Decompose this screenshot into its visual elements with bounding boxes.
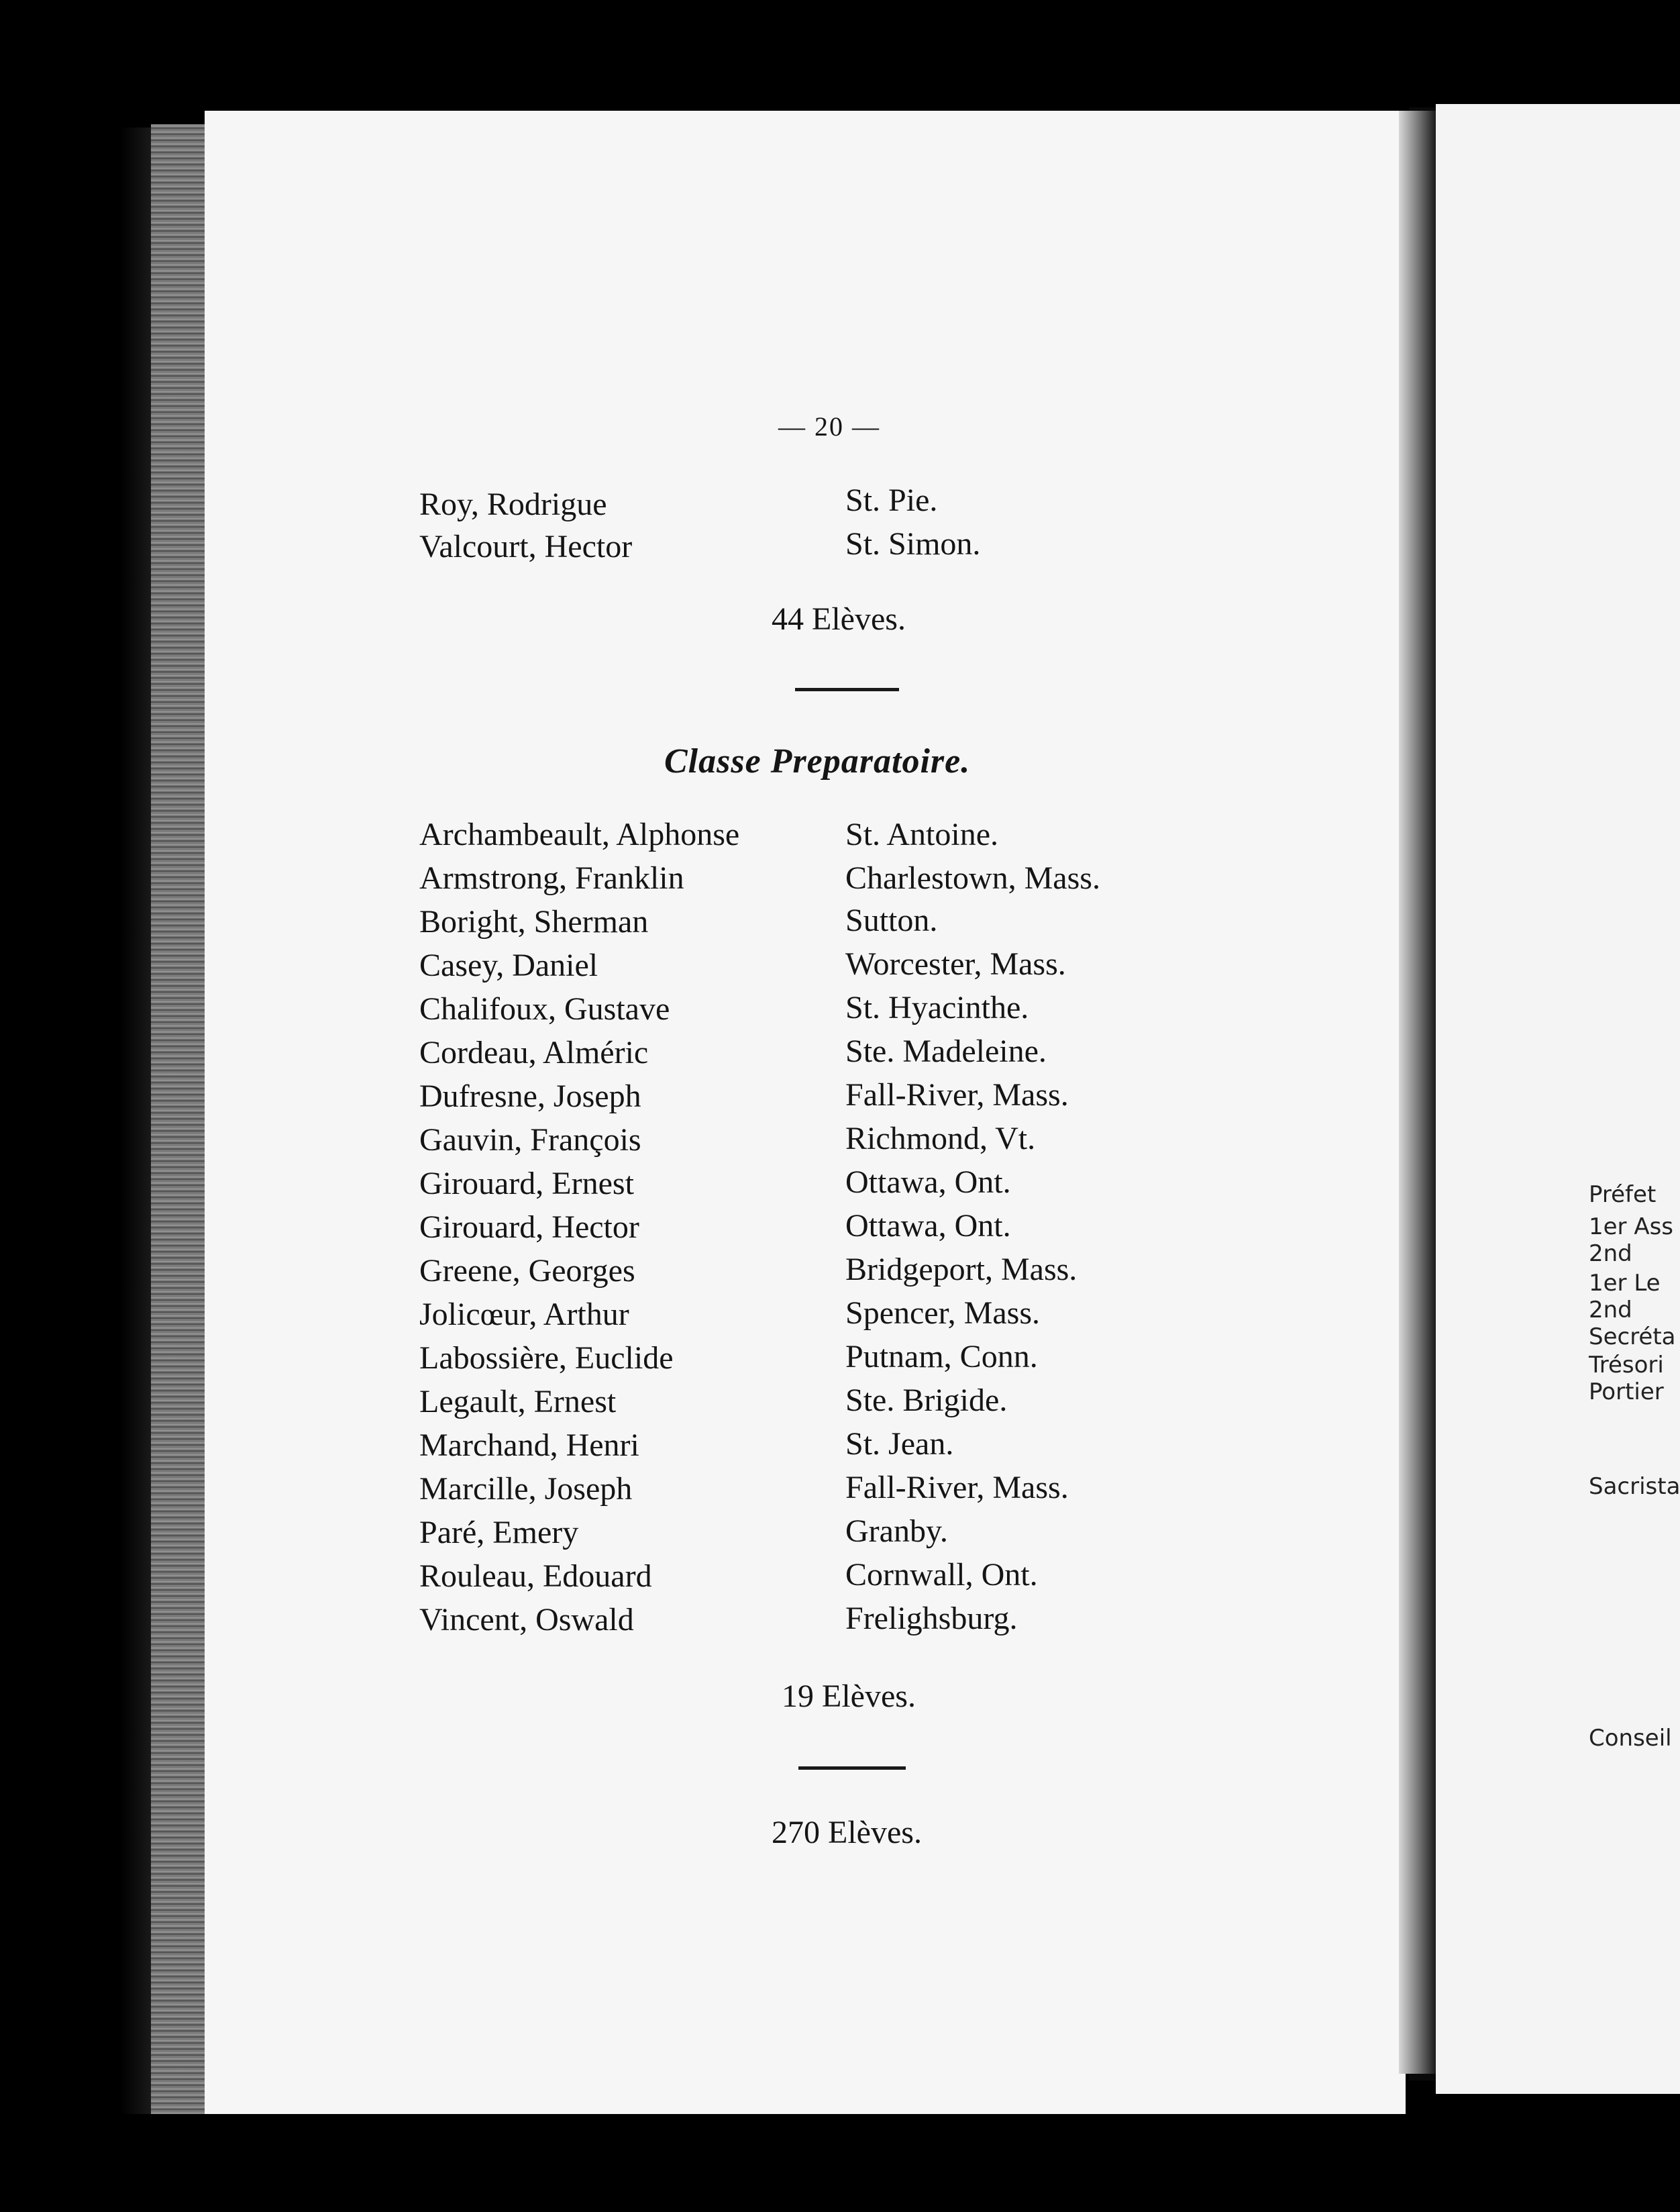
entry-name: Dufresne, Joseph	[419, 1078, 641, 1114]
right-page-text: Portier	[1589, 1378, 1664, 1405]
entry-name: Archambeault, Alphonse	[419, 817, 740, 852]
entry-place: St. Simon.	[845, 526, 981, 562]
entry-place: Fall-River, Mass.	[845, 1077, 1069, 1113]
right-page-text: 1er Le	[1589, 1270, 1661, 1297]
book-binding	[151, 124, 208, 2114]
entry-place: St. Jean.	[845, 1426, 954, 1462]
entry-place: St. Antoine.	[845, 817, 999, 852]
entry-place: Sutton.	[845, 903, 938, 938]
section-count: 19 Elèves.	[782, 1678, 916, 1714]
binding-shadow	[121, 128, 154, 2114]
page-number: — 20 —	[778, 411, 880, 442]
entry-place: Putnam, Conn.	[845, 1339, 1038, 1374]
entry-name: Gauvin, François	[419, 1122, 641, 1158]
right-page	[1436, 104, 1680, 2094]
right-page-text: Sacrista	[1589, 1473, 1680, 1500]
entry-name: Legault, Ernest	[419, 1384, 617, 1419]
entry-name: Labossière, Euclide	[419, 1340, 674, 1376]
entry-name: Roy, Rodrigue	[419, 487, 607, 522]
entry-name: Vincent, Oswald	[419, 1602, 634, 1638]
right-page-text: Trésori	[1589, 1352, 1664, 1378]
entry-place: Ste. Madeleine.	[845, 1034, 1047, 1069]
entry-place: Frelighsburg.	[845, 1601, 1018, 1636]
entry-name: Cordeau, Alméric	[419, 1035, 649, 1070]
entry-place: St. Pie.	[845, 483, 938, 518]
right-page-text: 1er Ass	[1589, 1213, 1674, 1240]
divider-rule	[795, 688, 899, 691]
divider-rule	[798, 1766, 906, 1770]
entry-place: Richmond, Vt.	[845, 1121, 1036, 1156]
entry-place: Worcester, Mass.	[845, 946, 1066, 982]
entry-name: Girouard, Ernest	[419, 1166, 634, 1201]
left-page-edge	[1399, 111, 1436, 2074]
top-count: 44 Elèves.	[772, 601, 906, 637]
entry-place: Granby.	[845, 1513, 948, 1549]
right-page-text: Secréta	[1589, 1323, 1676, 1350]
entry-name: Valcourt, Hector	[419, 529, 633, 564]
entry-name: Marchand, Henri	[419, 1427, 639, 1463]
entry-name: Marcille, Joseph	[419, 1471, 633, 1507]
entry-name: Paré, Emery	[419, 1515, 579, 1550]
total-count: 270 Elèves.	[772, 1815, 922, 1850]
entry-name: Chalifoux, Gustave	[419, 991, 670, 1027]
entry-name: Armstrong, Franklin	[419, 860, 684, 896]
right-page-text: Conseil	[1589, 1725, 1672, 1752]
entry-place: Ottawa, Ont.	[845, 1208, 1011, 1244]
entry-place: Ottawa, Ont.	[845, 1164, 1011, 1200]
entry-place: Ste. Brigide.	[845, 1382, 1008, 1418]
entry-place: Fall-River, Mass.	[845, 1470, 1069, 1505]
entry-place: Bridgeport, Mass.	[845, 1252, 1078, 1287]
entry-name: Rouleau, Edouard	[419, 1558, 652, 1594]
entry-place: Charlestown, Mass.	[845, 860, 1100, 896]
entry-place: Spencer, Mass.	[845, 1295, 1041, 1331]
entry-name: Jolicœur, Arthur	[419, 1297, 629, 1332]
entry-place: Cornwall, Ont.	[845, 1557, 1038, 1593]
right-page-text: Préfet	[1589, 1181, 1657, 1208]
entry-name: Girouard, Hector	[419, 1209, 639, 1245]
entry-name: Boright, Sherman	[419, 904, 649, 940]
entry-name: Casey, Daniel	[419, 948, 598, 983]
entry-place: St. Hyacinthe.	[845, 990, 1029, 1025]
entry-name: Greene, Georges	[419, 1253, 635, 1289]
right-page-text: 2nd	[1589, 1240, 1632, 1267]
right-page-text: 2nd	[1589, 1297, 1632, 1323]
section-title: Classe Preparatoire.	[664, 742, 971, 781]
